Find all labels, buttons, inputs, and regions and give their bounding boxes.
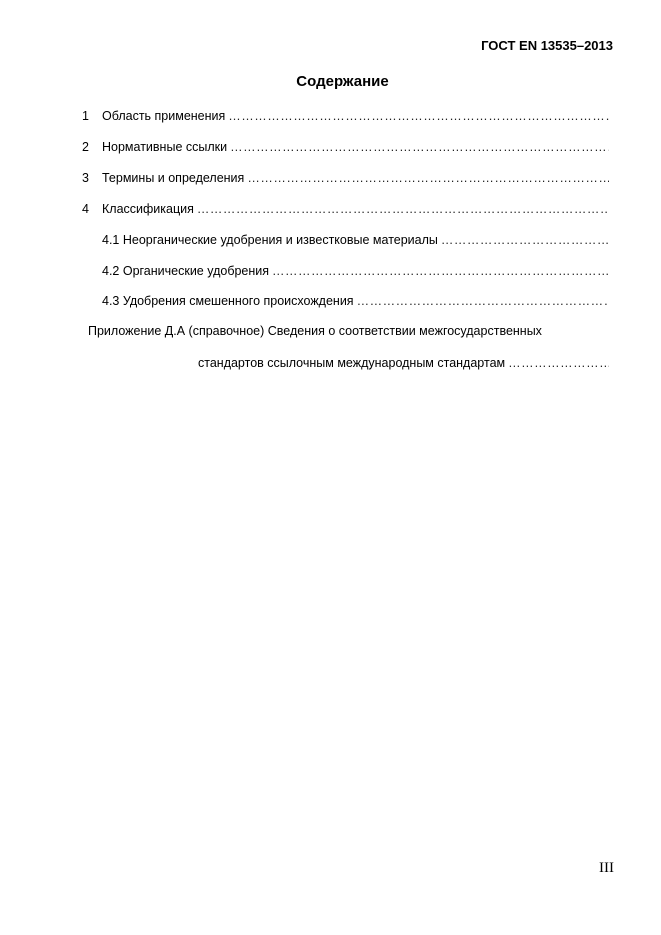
toc-entry-1[interactable]	[82, 109, 609, 123]
toc-entry-label: Термины и определения	[102, 171, 245, 185]
page-title: Содержание	[296, 73, 389, 90]
toc-entry-label: Нормативные ссылки	[102, 140, 228, 154]
page-number: III	[599, 860, 614, 876]
toc-subentry-4-2[interactable]	[102, 264, 609, 278]
toc-entry-label: 4.2 Органические удобрения	[102, 264, 270, 278]
toc-entry-label: 4.1 Неорганические удобрения и известковые материалы	[102, 233, 438, 247]
toc-entry-4[interactable]	[82, 202, 609, 216]
leader-dots	[272, 264, 609, 278]
leader-dots	[228, 109, 609, 123]
toc-entry-number: 2	[82, 140, 89, 154]
leader-dots	[508, 356, 609, 370]
appendix-line-1[interactable]: Приложение Д.А (справочное) Сведения о соответствии межгосударственных	[88, 324, 542, 338]
leader-dots	[357, 294, 609, 308]
toc-entry-label: Область применения	[102, 109, 226, 123]
leader-dots	[230, 140, 609, 154]
toc-entry-label: 4.3 Удобрения смешенного происхождения	[102, 294, 354, 308]
appendix-line-2[interactable]	[198, 356, 609, 370]
toc-entry-label: Классификация	[102, 202, 194, 216]
leader-dots	[247, 171, 609, 185]
leader-dots	[197, 202, 609, 216]
toc-entry-label: стандартов ссылочным международным стандартам	[198, 356, 506, 370]
toc-entry-3[interactable]	[82, 171, 609, 185]
leader-dots	[441, 233, 609, 247]
toc-entry-number: 1	[82, 109, 89, 123]
toc-subentry-4-3[interactable]	[102, 294, 609, 308]
document-code: ГОСТ EN 13535–2013	[481, 38, 613, 53]
toc-entry-number: 3	[82, 171, 89, 185]
toc-entry-number: 4	[82, 202, 89, 216]
toc-subentry-4-1[interactable]	[102, 233, 609, 247]
toc-entry-2[interactable]	[82, 140, 609, 154]
